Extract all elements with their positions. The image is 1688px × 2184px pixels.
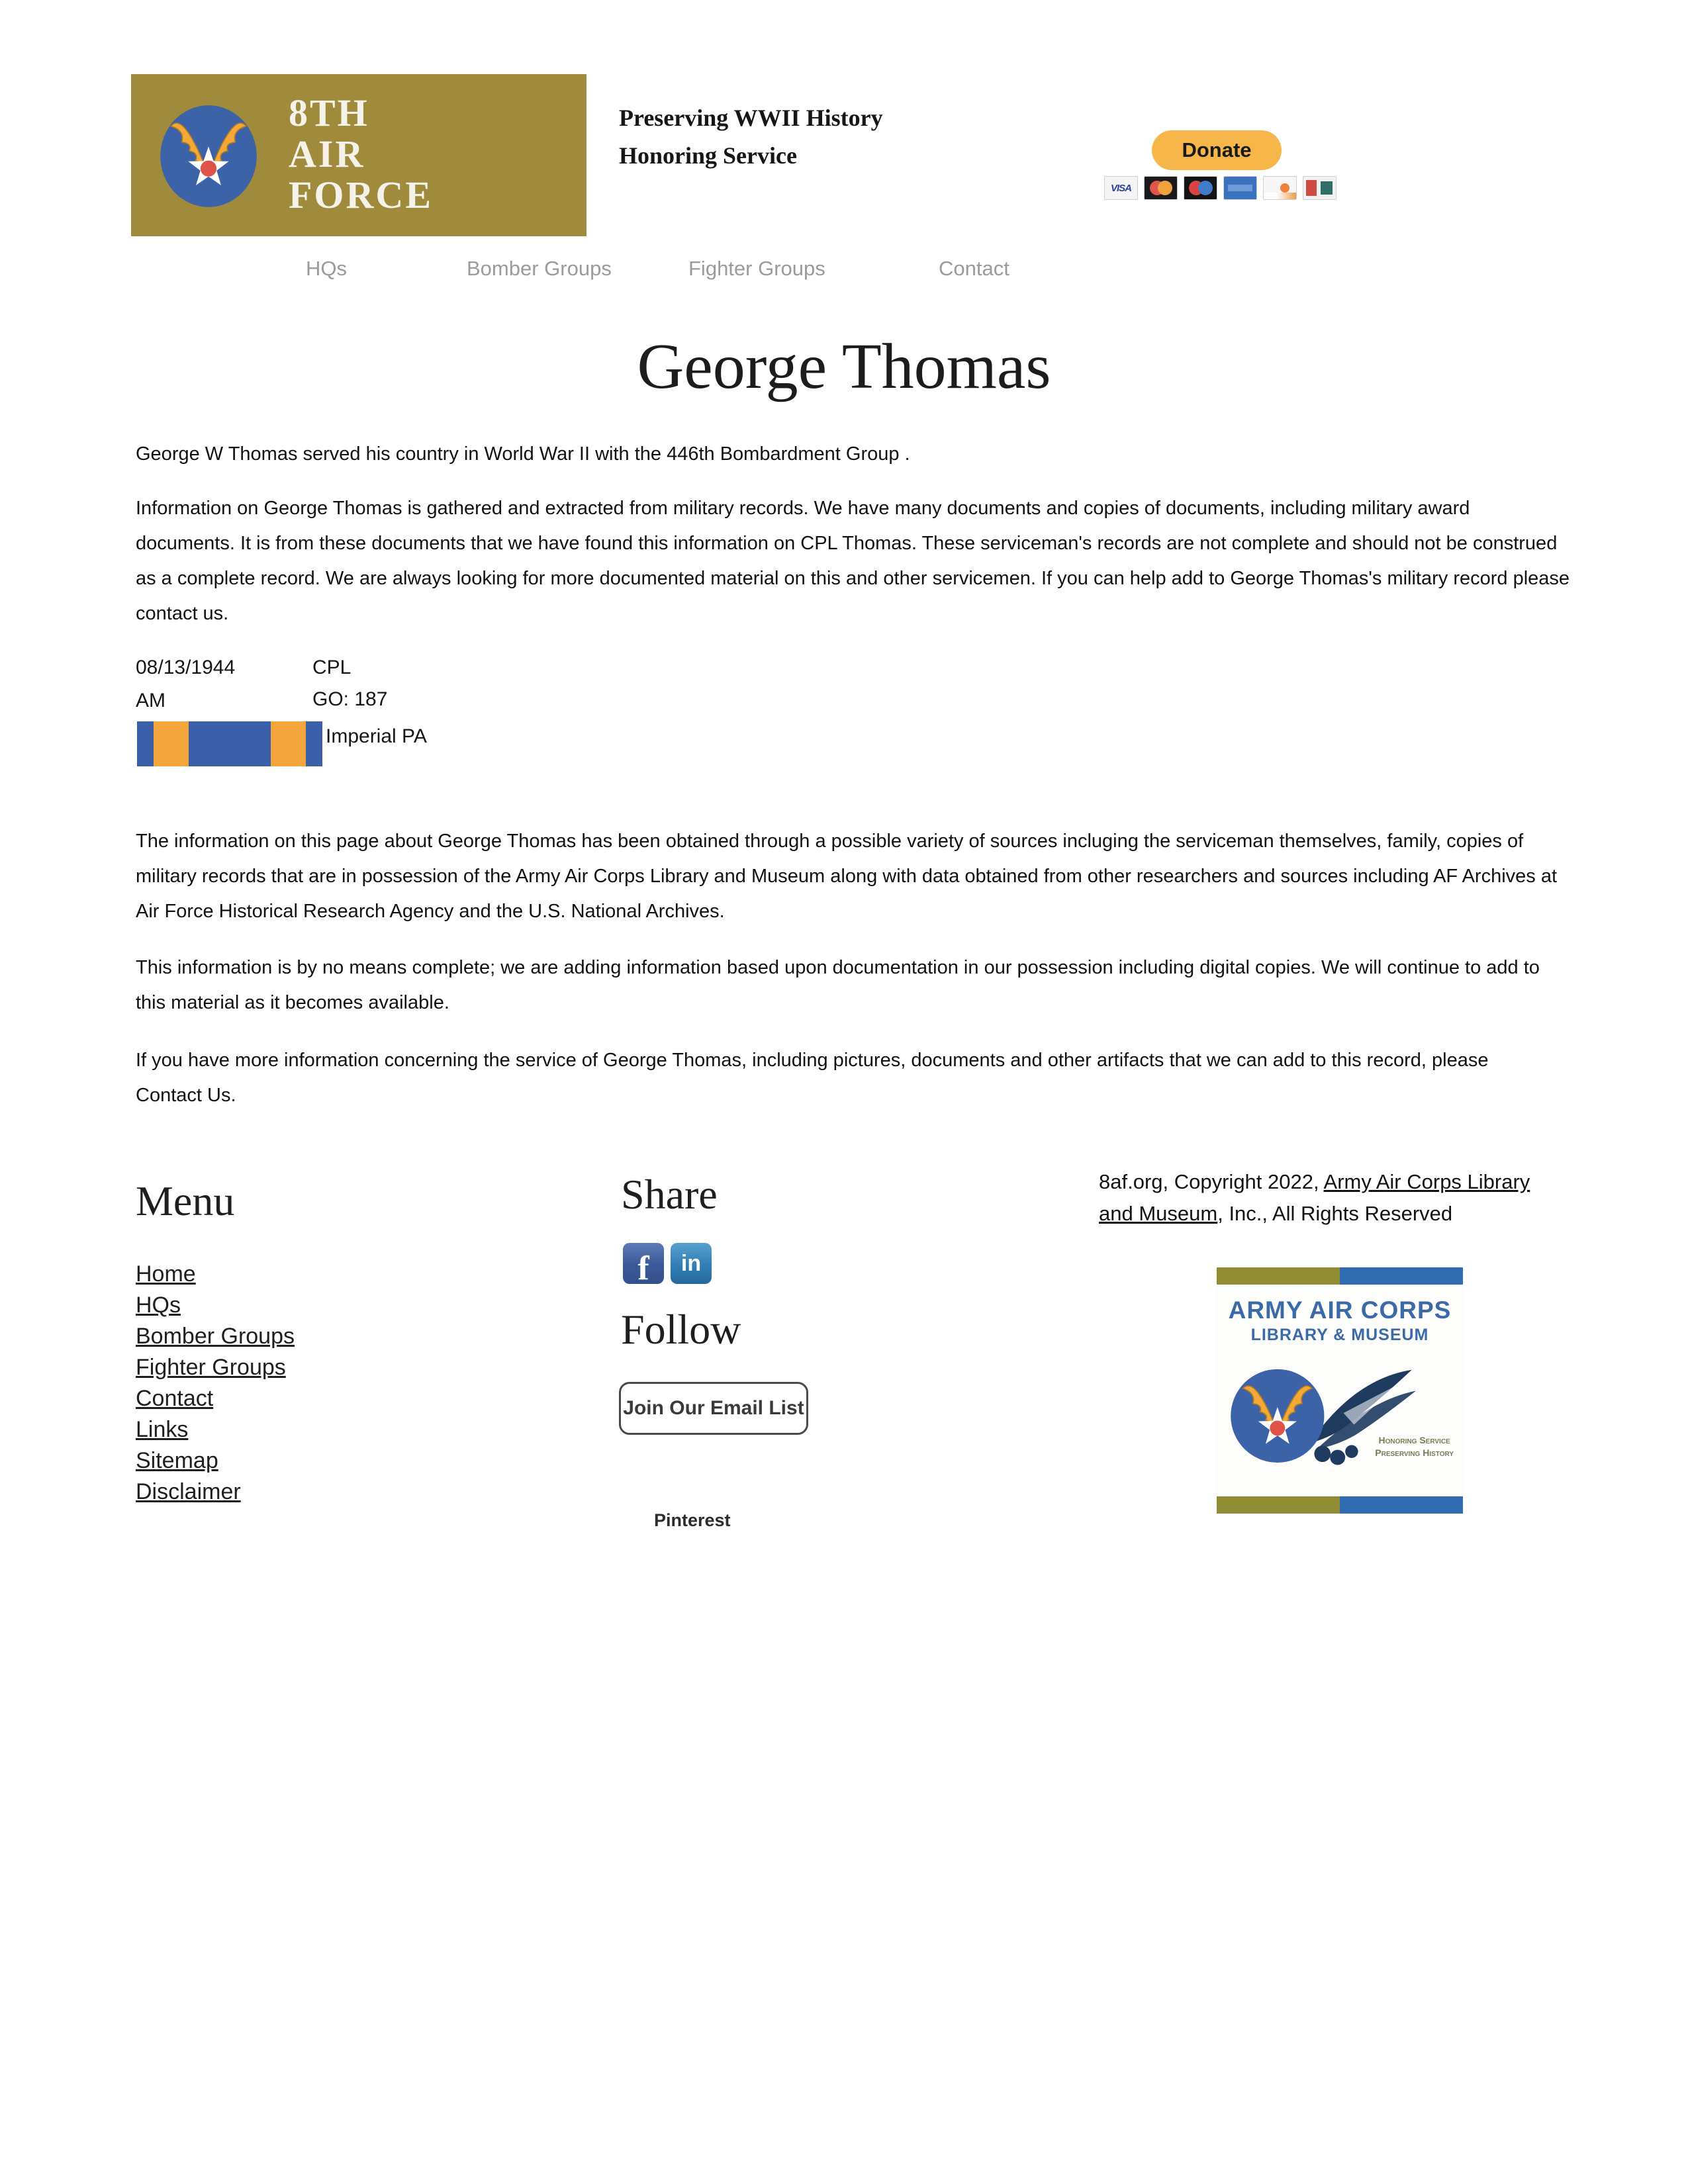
nav-item-fighter-groups[interactable]: Fighter Groups [688,257,825,280]
maestro-icon [1184,176,1217,200]
service-general-order: GO: 187 [312,688,388,710]
aacm-subtitle: LIBRARY & MUSEUM [1250,1326,1429,1344]
contact-paragraph: If you have more information concerning the service of George Thomas, including pictures, documents and other artifacts that we can add to this record, please Contact Us. [136,1050,1489,1106]
menu-link-contact[interactable]: Contact [136,1386,214,1411]
facebook-icon[interactable]: f [623,1243,664,1284]
menu-link-links[interactable]: Links [136,1417,189,1442]
tagline-line-2: Honoring Service [619,142,797,169]
linkedin-icon[interactable]: in [671,1243,712,1284]
logo-line-1: 8TH [289,91,369,134]
nav-item-contact[interactable]: Contact [939,257,1009,280]
service-date: 08/13/1944 [136,657,236,678]
copyright-pre: 8af.org, Copyright 2022, [1099,1170,1324,1193]
menu-link-hqs[interactable]: HQs [136,1293,181,1318]
menu-link-fighter-groups[interactable]: Fighter Groups [136,1355,286,1380]
follow-heading: Follow [621,1306,741,1353]
service-award-abbr: AM [136,690,165,711]
sources-paragraph: The information on this page about George Thomas has been obtained through a possible variety of sources incluging the serviceman themselves, family, copies of military records that are in possession of the Army Air Corps Library and Museum along with data obtained from other researchers and sources including AF Archives at Air Force Historical Research Agency and the U.S. National Archives. [136,831,1558,922]
aacm-tag-line-2: Preserving History [1375,1447,1454,1458]
menu-link-home[interactable]: Home [136,1261,196,1287]
visa-icon: VISA [1104,176,1138,200]
menu-link-bomber-groups[interactable]: Bomber Groups [136,1324,295,1349]
menu-heading: Menu [136,1177,235,1224]
aacm-bottom-bar [1217,1496,1463,1514]
site-tagline [619,99,883,175]
tagline-line-1: Preserving WWII History [619,105,883,131]
join-email-list-button[interactable]: Join Our Email List [619,1382,808,1435]
copyright-post: , Inc., All Rights Reserved [1217,1202,1453,1225]
echeck-icon [1303,176,1336,200]
copyright-museum-link[interactable]: Army Air Corps Library and Museum [1099,1170,1530,1225]
payment-card-icons [1104,176,1336,200]
menu-link-sitemap[interactable]: Sitemap [136,1448,218,1473]
eighth-air-force-emblem-icon [150,97,267,215]
donate-button[interactable]: Donate [1152,130,1282,170]
main-nav [0,257,1688,286]
aacm-tagline [1375,1434,1454,1459]
menu-link-disclaimer[interactable]: Disclaimer [136,1479,241,1504]
amex-icon [1223,176,1257,200]
share-icons [623,1243,712,1287]
copyright-text [1099,1166,1562,1230]
nav-item-bomber-groups[interactable]: Bomber Groups [467,257,612,280]
menu-links [136,1259,295,1508]
records-paragraph: Information on George Thomas is gathered and extracted from military records. We have many documents and copies of documents, including military award documents. It is from these documents that we have found this information on CPL Thomas. These serviceman's records are not complete and should not be construed as a complete record. We are always looking for more documented material on this and other servicemen. If you can help add to George Thomas's military record please contact us. [136,498,1570,624]
share-heading: Share [621,1171,718,1218]
completeness-paragraph: This information is by no means complete; we are adding information based upon documentation in our possession including digital copies. We will continue to add to this material as it becomes available. [136,957,1540,1013]
aacm-tag-line-1: Honoring Service [1378,1435,1450,1445]
service-rank: CPL [312,657,352,678]
page-title: George Thomas [637,331,1051,402]
nav-item-hqs[interactable]: HQs [306,257,347,280]
logo-line-2: AIR [289,132,365,175]
logo-line-3: FORCE [289,173,433,216]
air-medal-ribbon-image [137,721,322,766]
aacm-title: ARMY AIR CORPS [1228,1297,1452,1324]
pinterest-link[interactable]: Pinterest [654,1510,731,1530]
mastercard-icon [1144,176,1178,200]
service-place: Imperial PA [326,725,427,747]
site-logo-text [289,93,433,216]
discover-icon [1263,176,1297,200]
site-logo[interactable] [131,74,586,236]
aacm-top-bar [1217,1267,1463,1285]
aacm-logo[interactable] [1217,1267,1463,1514]
intro-paragraph: George W Thomas served his country in World War II with the 446th Bombardment Group . [136,443,910,465]
aacm-emblem-icon [1222,1347,1421,1479]
